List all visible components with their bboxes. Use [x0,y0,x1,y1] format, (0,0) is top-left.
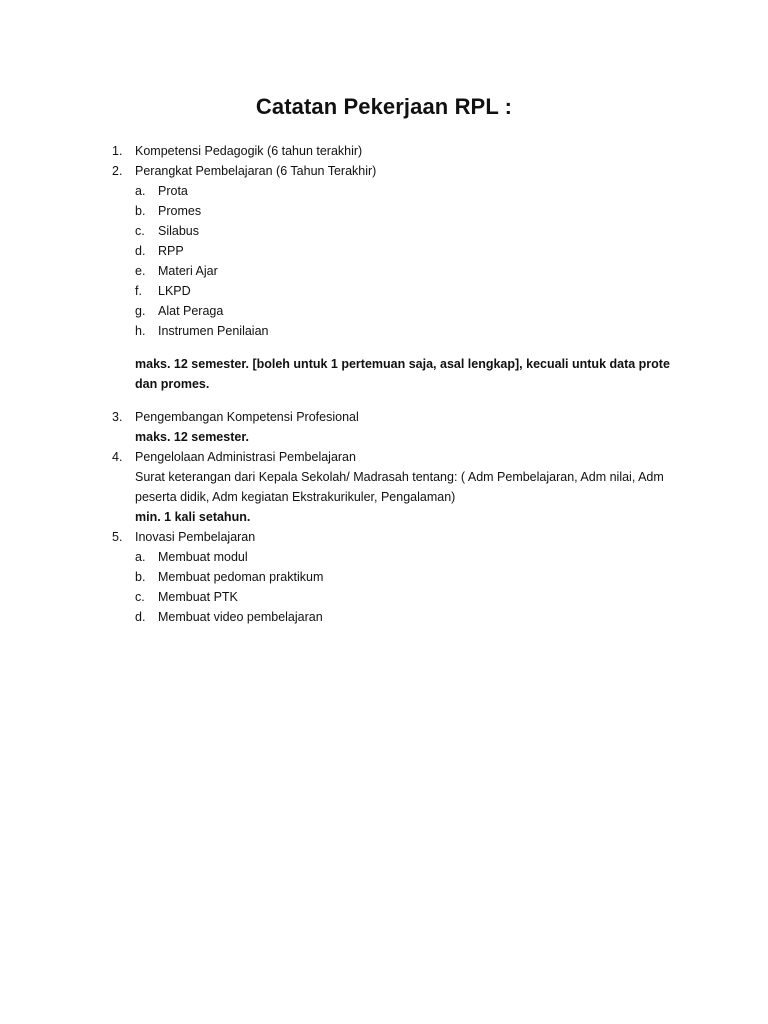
sub-list-letter: b. [135,204,146,218]
note-text: maks. 12 semester. [135,430,249,444]
note-text: dan promes. [135,377,210,391]
list-number: 4. [112,450,123,464]
sub-list-text: Alat Peraga [158,304,224,318]
sub-list-text: Membuat video pembelajaran [158,610,323,624]
note-text: maks. 12 semester. [boleh untuk 1 pertemuan saja, asal lengkap], kecuali untuk data prote [135,357,670,371]
list-item-text: Kompetensi Pedagogik (6 tahun terakhir) [135,144,363,158]
sub-list-letter: c. [135,590,145,604]
list-item-text: Pengelolaan Administrasi Pembelajaran [135,450,356,464]
note-text: min. 1 kali setahun. [135,510,251,524]
list-number: 2. [112,164,123,178]
sub-list-text: RPP [158,244,184,258]
sub-list-text: Membuat modul [158,550,248,564]
sub-list-text: Membuat PTK [158,590,238,604]
list-item-text: Perangkat Pembelajaran (6 Tahun Terakhir) [135,164,377,178]
sub-list-letter: c. [135,224,145,238]
sub-list-letter: d. [135,244,146,258]
detail-text: Surat keterangan dari Kepala Sekolah/ Madrasah tentang: ( Adm Pembelajaran, Adm nilai, Adm [135,470,664,484]
sub-list-text: Materi Ajar [158,264,218,278]
sub-list-letter: d. [135,610,146,624]
sub-list-text: Membuat pedoman praktikum [158,570,324,584]
list-number: 5. [112,530,123,544]
sub-list-letter: e. [135,264,146,278]
sub-list-text: Instrumen Penilaian [158,324,269,338]
sub-list-letter: a. [135,550,146,564]
sub-list-letter: g. [135,304,146,318]
sub-list-text: Prota [158,184,188,198]
sub-list-text: LKPD [158,284,191,298]
list-number: 3. [112,410,123,424]
list-number: 1. [112,144,123,158]
sub-list-letter: h. [135,324,146,338]
sub-list-letter: a. [135,184,146,198]
sub-list-text: Promes [158,204,202,218]
sub-list-letter: f. [135,284,142,298]
detail-text: peserta didik, Adm kegiatan Ekstrakurikuler, Pengalaman) [135,490,456,504]
page-title: Catatan Pekerjaan RPL : [255,94,513,119]
sub-list-letter: b. [135,570,146,584]
list-item-text: Pengembangan Kompetensi Profesional [135,410,359,424]
sub-list-text: Silabus [158,224,199,238]
list-item-text: Inovasi Pembelajaran [135,530,256,544]
